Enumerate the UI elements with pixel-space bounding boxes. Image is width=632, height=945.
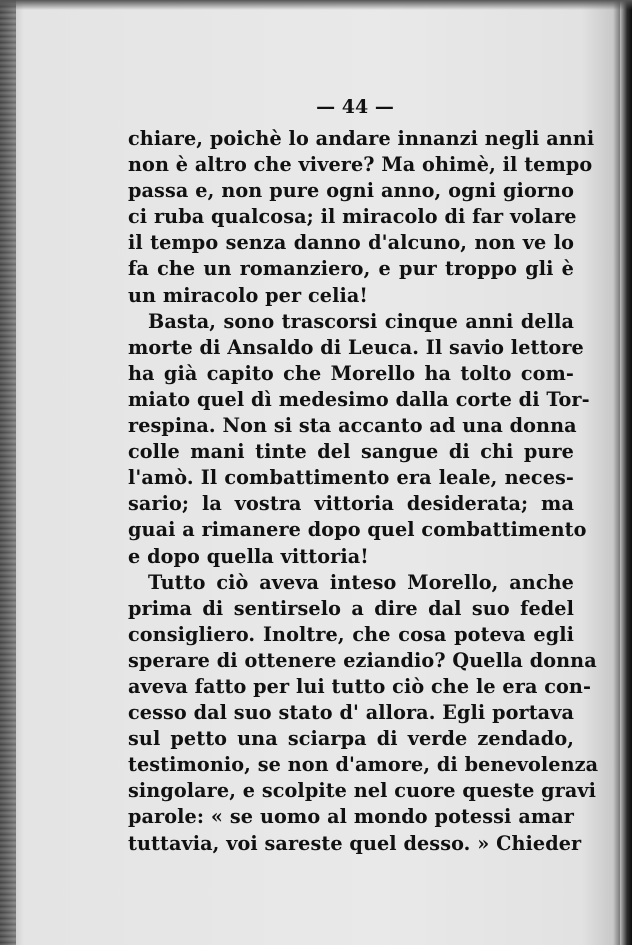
text-line: ci ruba qualcosa; il miracolo di far volare: [128, 205, 577, 229]
text-line: consigliero. Inoltre, che cosa poteva egli: [128, 622, 574, 646]
text-line: prima di sentirselo a dire dal suo fedel: [128, 596, 574, 620]
text-line: sperare di ottenere eziandio? Quella donna: [128, 648, 597, 672]
text-line: ha già capito che Morello ha tolto com-: [128, 361, 574, 385]
text-line: e dopo quella vittoria!: [128, 544, 369, 568]
text-line: chiare, poichè lo andare innanzi negli anni: [128, 127, 595, 150]
text-line: respina. Non si sta accanto ad una donna: [128, 414, 577, 438]
text-line: morte di Ansaldo di Leuca. Il savio lettore: [128, 335, 584, 359]
book-spine-edge: [0, 0, 16, 945]
text-line: testimonio, se non d'amore, di benevolenza: [128, 753, 599, 777]
text-line: sul petto una sciarpa di verde zendado,: [128, 727, 574, 751]
text-line: Basta, sono trascorsi cinque anni della: [148, 309, 574, 333]
text-line: l'amò. Il combattimento era leale, neces-: [128, 466, 574, 490]
top-edge-shadow: [0, 0, 632, 10]
text-line: passa e, non pure ogni anno, ogni giorno: [128, 179, 574, 203]
text-line: un miracolo per celia!: [128, 283, 368, 307]
text-line: guai a rimanere dopo quel combattimento: [128, 518, 587, 542]
page-edge-shadow: [620, 0, 632, 945]
text-line: colle mani tinte del sangue di chi pure: [128, 440, 574, 464]
text-line: aveva fatto per lui tutto ciò che le era con-: [128, 674, 592, 698]
body-text: [128, 126, 599, 857]
text-line: parole: « se uomo al mondo potessi amar: [128, 805, 574, 829]
text-line: cesso dal suo stato d' allora. Egli portava: [128, 701, 574, 725]
text-line: sario; la vostra vittoria desiderata; ma: [128, 492, 574, 516]
text-line: singolare, e scolpite nel cuore queste gravi: [128, 779, 597, 803]
text-line: il tempo senza danno d'alcuno, non ve lo: [128, 231, 574, 255]
text-line: fa che un romanziero, e pur troppo gli è: [128, 257, 574, 281]
text-line: Tutto ciò aveva inteso Morello, anche: [148, 570, 574, 594]
text-line: tuttavia, voi sareste quel desso. » Chieder: [128, 831, 582, 855]
page-content: [128, 92, 599, 857]
page-number: — 44 —: [316, 96, 394, 118]
text-line: miato quel dì medesimo dalla corte di Tor-: [128, 387, 590, 411]
text-line: non è altro che vivere? Ma ohimè, il tempo: [128, 153, 593, 177]
